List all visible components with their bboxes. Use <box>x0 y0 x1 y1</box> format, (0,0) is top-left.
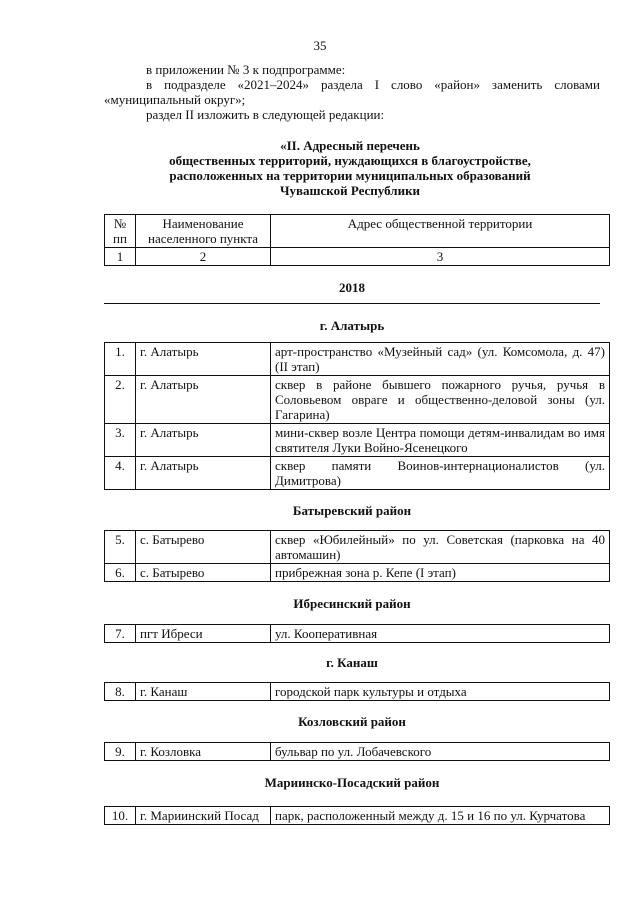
title-line-1: «II. Адресный перечень <box>280 138 420 153</box>
table-row <box>105 343 610 376</box>
row-place: г. Алатырь <box>136 424 271 457</box>
intro-line-2: в подразделе «2021–2024» раздела I слово «район» заменить словами «муниципальный округ»; <box>104 77 600 107</box>
table-row <box>105 424 610 457</box>
table-mariinsky <box>104 806 610 825</box>
row-number: 9. <box>105 743 136 761</box>
row-number: 2. <box>105 376 136 424</box>
row-address: парк, расположенный между д. 15 и 16 по ул. Курчатова <box>271 807 610 825</box>
row-address: городской парк культуры и отдыха <box>271 683 610 701</box>
col-address-header: Адрес общественной территории <box>271 215 610 248</box>
row-place: г. Мариинский Посад <box>136 807 271 825</box>
table-row <box>105 457 610 490</box>
table-alatyr <box>104 342 610 490</box>
col-number-header: № пп <box>105 215 136 248</box>
table-kanash <box>104 682 610 701</box>
page-number: 35 <box>313 38 327 53</box>
row-address: прибрежная зона р. Кепе (I этап) <box>271 564 610 582</box>
row-number: 3. <box>105 424 136 457</box>
table-row <box>105 564 610 582</box>
row-address: сквер в районе бывшего пожарного ручья, ручья в Соловьевом овраге и общественно-деловой зоны (ул. Гагарина) <box>271 376 610 424</box>
row-address: сквер памяти Воинов-интернационалистов (ул. Димитрова) <box>271 457 610 490</box>
col-place-index: 2 <box>136 248 271 266</box>
table-row <box>105 807 610 825</box>
row-number: 8. <box>105 683 136 701</box>
row-place: г. Канаш <box>136 683 271 701</box>
row-place: с. Батырево <box>136 564 271 582</box>
intro-line-3: раздел II изложить в следующей редакции: <box>146 107 385 122</box>
section-heading-kanash: г. Канаш <box>326 655 378 670</box>
section-heading-ibresi: Ибресинский район <box>293 596 411 611</box>
intro-line-1: в приложении № 3 к подпрограмме: <box>146 62 346 77</box>
table-row <box>105 683 610 701</box>
table-header <box>104 214 610 266</box>
section-heading-batyrevo: Батыревский район <box>292 503 412 518</box>
table-batyrevo <box>104 530 610 582</box>
row-address: сквер «Юбилейный» по ул. Советская (парковка на 40 автомашин) <box>271 531 610 564</box>
table-row <box>105 743 610 761</box>
table-row <box>105 625 610 643</box>
row-address: мини-сквер возле Центра помощи детям-инвалидам во имя святителя Луки Войно-Ясенецкого <box>271 424 610 457</box>
row-address: арт-пространство «Музейный сад» (ул. Комсомола, д. 47) (II этап) <box>271 343 610 376</box>
row-number: 6. <box>105 564 136 582</box>
row-number: 1. <box>105 343 136 376</box>
row-address: ул. Кооперативная <box>271 625 610 643</box>
row-number: 4. <box>105 457 136 490</box>
intro-text <box>104 62 600 122</box>
title-line-2: общественных территорий, нуждающихся в благоустройстве, <box>169 153 531 168</box>
section-title <box>100 138 600 198</box>
col-number-index: 1 <box>105 248 136 266</box>
table-row <box>105 376 610 424</box>
year-heading: 2018 <box>339 280 365 295</box>
table-ibresi <box>104 624 610 643</box>
row-place: г. Козловка <box>136 743 271 761</box>
col-address-index: 3 <box>271 248 610 266</box>
section-heading-mariinsky: Мариинско-Посадский район <box>264 775 440 790</box>
table-row <box>105 531 610 564</box>
row-place: с. Батырево <box>136 531 271 564</box>
row-place: пгт Ибреси <box>136 625 271 643</box>
row-number: 5. <box>105 531 136 564</box>
row-number: 7. <box>105 625 136 643</box>
row-place: г. Алатырь <box>136 343 271 376</box>
row-place: г. Алатырь <box>136 457 271 490</box>
section-heading-alatyr: г. Алатырь <box>319 318 385 333</box>
title-line-3: расположенных на территории муниципальных образований <box>169 168 531 183</box>
title-line-4: Чувашской Республики <box>279 183 421 198</box>
section-heading-kozlovka: Козловский район <box>298 714 406 729</box>
col-place-header: Наименование населенного пункта <box>136 215 271 248</box>
divider <box>104 303 600 304</box>
row-number: 10. <box>105 807 136 825</box>
row-place: г. Алатырь <box>136 376 271 424</box>
table-kozlovka <box>104 742 610 761</box>
row-address: бульвар по ул. Лобачевского <box>271 743 610 761</box>
